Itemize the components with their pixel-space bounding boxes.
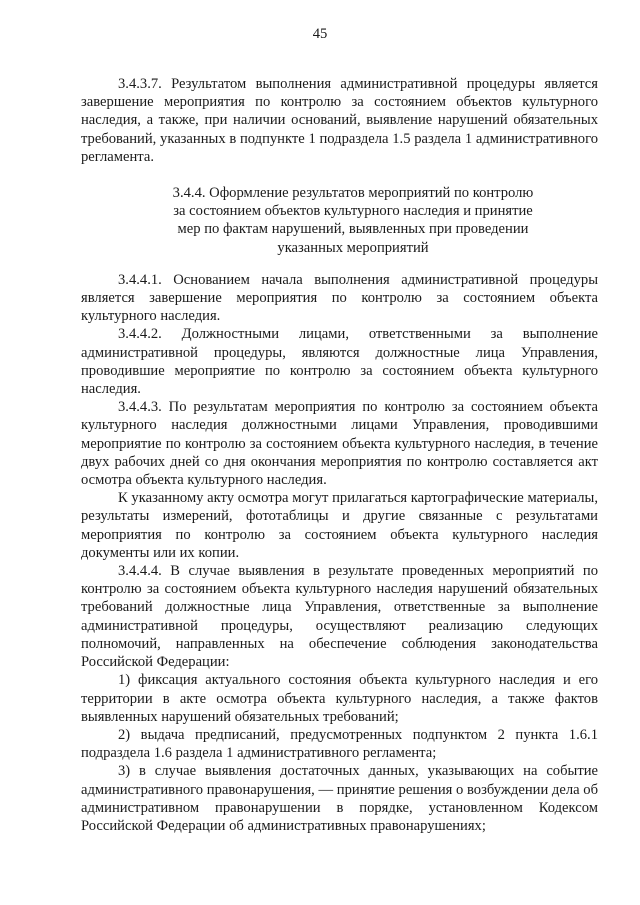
paragraph-3-4-4-1: 3.4.4.1. Основанием начала выполнения административной процедуры является завершение мероприятия по контролю за состоянием объекта культурного наследия.	[81, 271, 598, 325]
paragraph-3-4-4-2: 3.4.4.2. Должностными лицами, ответственными за выполнение административной процедуры, являются должностные лица Управления, проводившие мероприятие по контролю за состоянием объекта культурного наследия.	[81, 326, 598, 398]
section-heading-3-4-4	[126, 184, 553, 257]
heading-line: за состоянием объектов культурного наследия и принятие	[173, 203, 533, 220]
paragraph-3-4-3-7: 3.4.3.7. Результатом выполнения административной процедуры является завершение мероприятия по контролю за состоянием объектов культурного наследия, а также, при наличии оснований, выявление нарушений обязательных требований, указанных в подпункте 1 подраздела 1.5 раздела 1 административного регламента.	[81, 76, 598, 165]
paragraph-3-4-4-3: 3.4.4.3. По результатам мероприятия по контролю за состоянием объекта культурного наследия должностными лицами Управления, проводившими мероприятие по контролю за состоянием объекта культурного наследия, в течение двух рабочих дней со дня окончания мероприятия по контролю составляется акт осмотра объекта культурного наследия.	[81, 399, 598, 489]
paragraph-act-attachments: К указанному акту осмотра могут прилагаться картографические материалы, результаты измерений, фототаблицы и другие связанные с результатами мероприятия по контролю за состоянием объекта культурного наследия документы или их копии.	[81, 490, 598, 561]
list-item-3: 3) в случае выявления достаточных данных, указывающих на событие административного правонарушения, — принятие решения о возбуждении дела об административном правонарушении в порядке, установленном Кодексом Российской Федерации об административных правонарушениях;	[81, 763, 598, 834]
list-item-1: 1) фиксация актуального состояния объекта культурного наследия и его территории в акте осмотра объекта культурного наследия, а также фактов выявленных нарушений обязательных требований;	[81, 672, 598, 725]
page-number: 45	[312, 26, 328, 42]
heading-line: 3.4.4. Оформление результатов мероприятий по контролю	[172, 185, 534, 202]
document-body	[81, 75, 598, 835]
paragraph-3-4-4-4: 3.4.4.4. В случае выявления в результате проведенных мероприятий по контролю за состоянием объекта культурного наследия нарушений обязательных требований должностные лица Управления, ответственные за выполнение административной процедуры, осуществляют реализацию следующих полномочий, направленных на обеспечение соблюдения законодательства Российской Федерации:	[81, 563, 598, 671]
heading-line: мер по фактам нарушений, выявленных при проведении	[177, 221, 529, 238]
heading-line: указанных мероприятий	[277, 239, 429, 256]
list-item-2: 2) выдача предписаний, предусмотренных подпунктом 2 пункта 1.6.1 подраздела 1.6 раздела 1 административного регламента;	[81, 726, 598, 762]
